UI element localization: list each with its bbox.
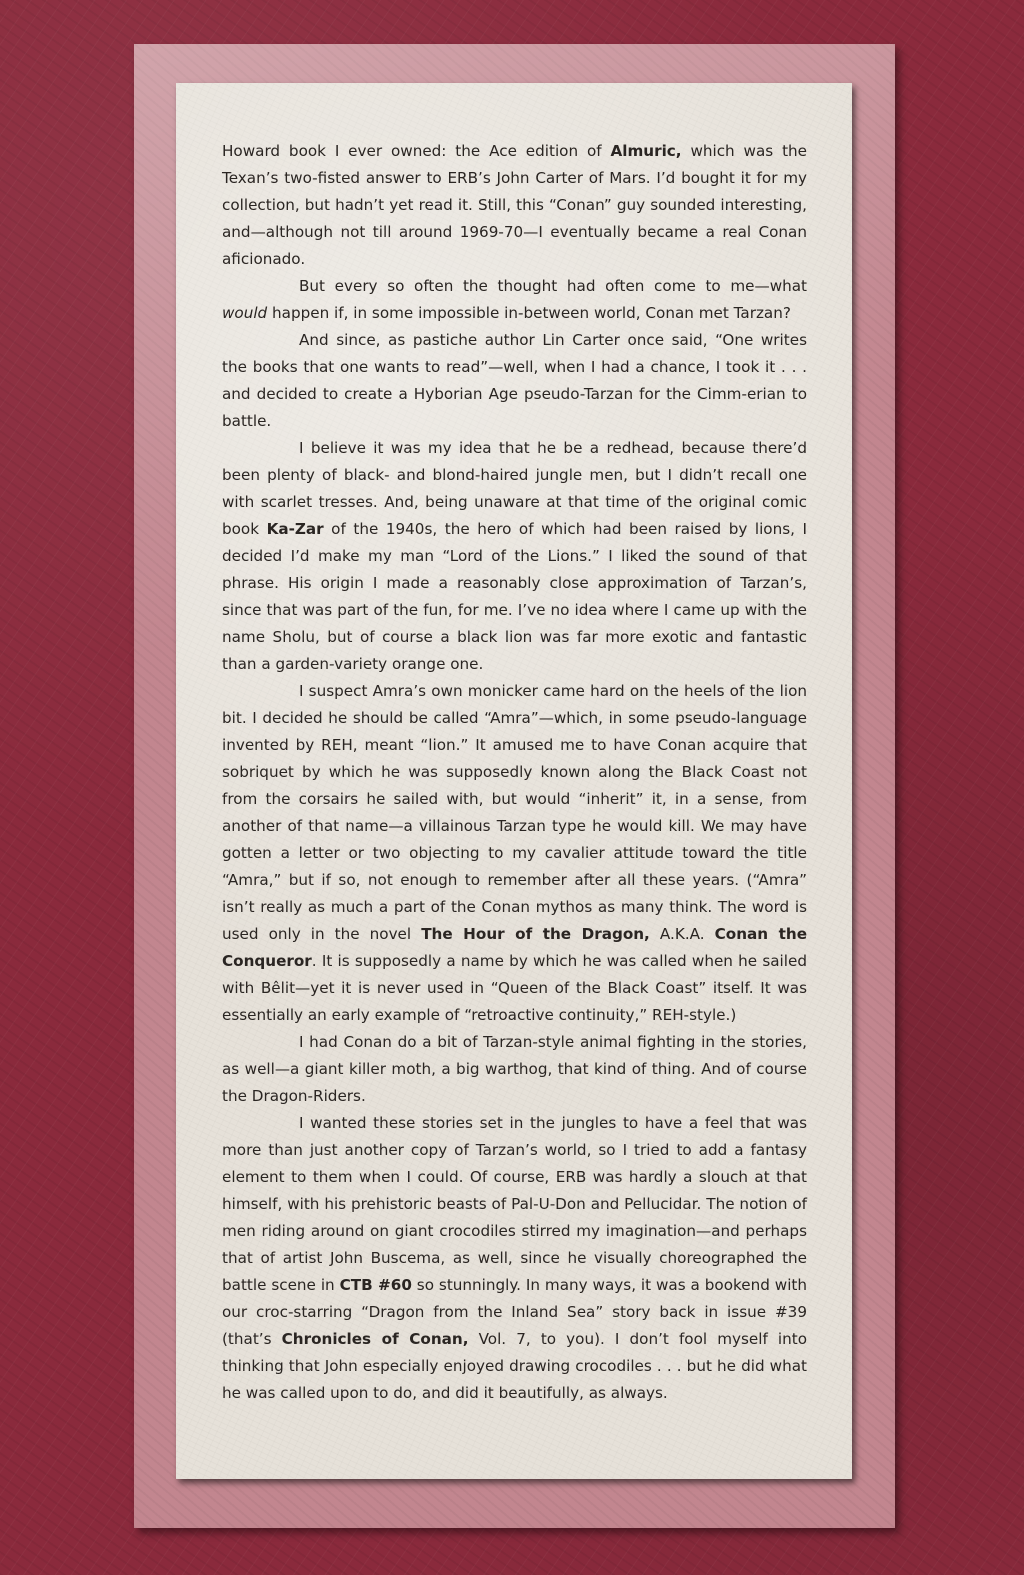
issue-ref-ctb-60: CTB #60: [339, 1276, 412, 1294]
paragraph-1: Howard book I ever owned: the Ace edition of Almuric, which was the Texan’s two-fisted answer to ERB’s John Carter of Mars. I’d bought it for my collection, but hadn’t yet read it. Still, this “Conan” guy sounded interesting, and—although not till around 1969-70—I eventually became a real Conan aficionado.: [222, 142, 807, 268]
book-title-hour-of-the-dragon: The Hour of the Dragon,: [421, 925, 650, 943]
article-body: [222, 138, 807, 1407]
paragraph-2: But every so often the thought had often come to me—what would happen if, in some impossible in-between world, Conan met Tarzan?: [222, 277, 807, 322]
paragraph-5: I suspect Amra’s own monicker came hard on the heels of the lion bit. I decided he should be called “Amra”—which, in some pseudo-language invented by REH, meant “lion.” It amused me to have Conan acquire that sobriquet by which he was supposedly known along the Black Coast not from the corsairs he sailed with, but would “inherit” it, in a sense, from another of that name—a villainous Tarzan type he would kill. We may have gotten a letter or two objecting to my cavalier attitude toward the title “Amra,” but if so, not enough to remember after all these years. (“Amra” isn’t really as much a part of the Conan mythos as many think. The word is used only in the novel The Hour of the Dragon, A.K.A. Conan the Conqueror. It is supposedly a name by which he was called when he sailed with Bêlit—yet it is never used in “Queen of the Black Coast” itself. It was essentially an early example of “retroactive continuity,” REH-style.): [222, 682, 808, 1024]
paragraph-4: I believe it was my idea that he be a redhead, because there’d been plenty of black- and blond-haired jungle men, but I didn’t recall one with scarlet tresses. And, being unaware at that time of the original comic book Ka-Zar of the 1940s, the hero of which had been raised by lions, I decided I’d make my man “Lord of the Lions.” I liked the sound of that phrase. His origin I made a reasonably close approximation of Tarzan’s, since that was part of the fun, for me. I’ve no idea where I came up with the name Sholu, but of course a black lion was far more exotic and fantastic than a garden-variety orange one.: [222, 439, 807, 673]
book-title-chronicles-of-conan: Chronicles of Conan,: [281, 1330, 469, 1348]
paragraph-3: And since, as pastiche author Lin Carter once said, “One writes the books that one wants to read”—well, when I had a chance, I took it . . . and decided to create a Hyborian Age pseudo-Tarzan for the Cimm-erian to battle.: [222, 331, 807, 430]
comic-title-ka-zar: Ka-Zar: [266, 520, 324, 538]
emphasis-would: would: [222, 304, 268, 322]
paragraph-6: I had Conan do a bit of Tarzan-style animal fighting in the stories, as well—a giant killer moth, a big warthog, that kind of thing. And of course the Dragon-Riders.: [222, 1033, 807, 1105]
paragraph-7: I wanted these stories set in the jungles to have a feel that was more than just another copy of Tarzan’s world, so I tried to add a fantasy element to them when I could. Of course, ERB was hardly a slouch at that himself, with his prehistoric beasts of Pal-U-Don and Pellucidar. The notion of men riding around on giant crocodiles stirred my imagination—and perhaps that of artist John Buscema, as well, since he visually choreographed the battle scene in CTB #60 so stunningly. In many ways, it was a bookend with our croc-starring “Dragon from the Inland Sea” story back in issue #39 (that’s Chronicles of Conan, Vol. 7, to you). I don’t fool myself into thinking that John especially enjoyed drawing crocodiles . . . but he did what he was called upon to do, and did it beautifully, as always.: [222, 1114, 808, 1402]
book-title-conan-the-conqueror: Conan the Conqueror: [222, 925, 808, 970]
book-title-almuric: Almuric,: [610, 142, 682, 160]
